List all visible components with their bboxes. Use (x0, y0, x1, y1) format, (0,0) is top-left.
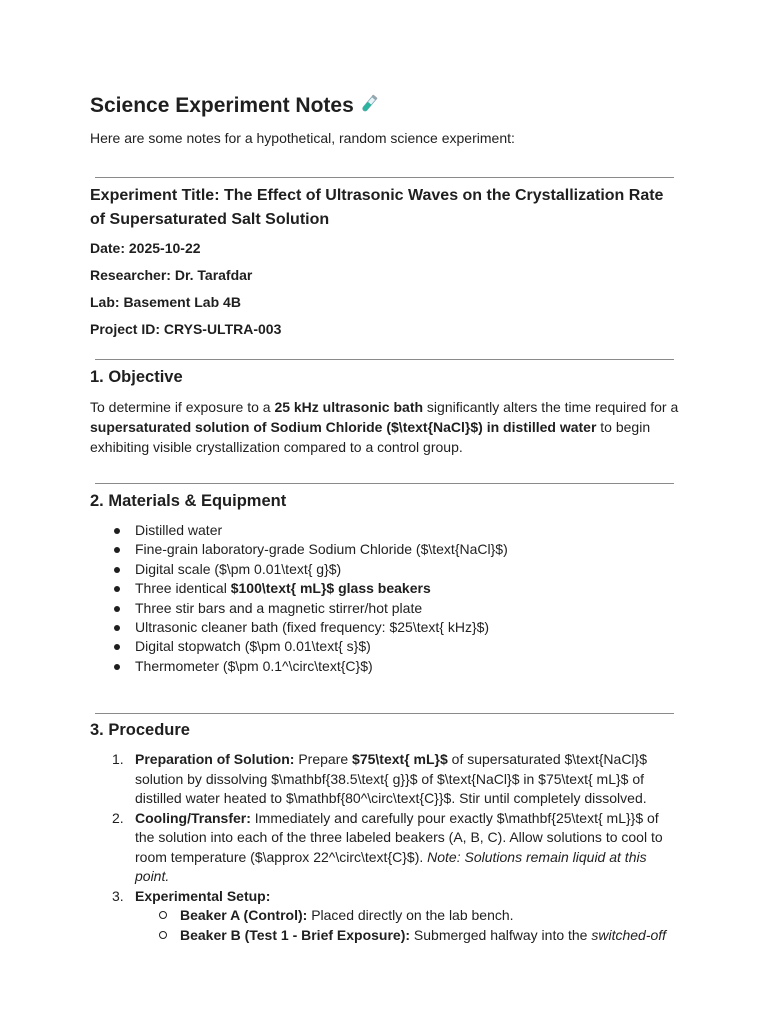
page-title-text: Science Experiment Notes (90, 94, 354, 117)
objective-bold-part: 25 kHz ultrasonic bath (274, 399, 424, 415)
procedure-heading: 3. Procedure (90, 721, 190, 739)
procedure-list (90, 750, 680, 945)
sub-item-text: Placed directly on the lab bench. (307, 907, 514, 923)
sub-item-label: Beaker A (Control): (180, 907, 308, 923)
objective-text-part: To determine if exposure to a (90, 399, 275, 415)
setup-sublist (135, 906, 680, 945)
materials-list (90, 521, 508, 676)
step-text: of supersaturated $\text{NaCl}$ solution by dissolving $\mathbf{38.5\text{ g}}$ of $\text{NaCl}$ in $75\text{ mL}$ of distilled water heated to $\mathbf{80^\circ\text{C}}$. Stir until completely dissolved. (135, 751, 647, 806)
sub-list-item (135, 926, 680, 946)
objective-text-part: to begin exhibiting visible crystallization compared to a control group. (90, 419, 651, 455)
sub-list-item (135, 906, 680, 926)
list-item: Digital stopwatch ($\pm 0.01\text{ s}$) (90, 637, 508, 656)
procedure-step (90, 887, 680, 946)
objective-text (90, 397, 680, 457)
test-tube-icon (358, 93, 380, 121)
step-label: Preparation of Solution: (135, 751, 295, 767)
divider (95, 483, 674, 484)
step-text: Immediately and carefully pour exactly $\mathbf{25\text{ mL}}$ of the solution into each of the three labeled beakers (A, B, C). Allow solutions to cool to room temperature ($\approx 22^\circ\text{C}$). (135, 809, 663, 865)
divider (95, 177, 674, 178)
list-item: Digital scale ($\pm 0.01\text{ g}$) (90, 560, 508, 579)
list-item-bold: $100\text{ mL}$ glass beakers (230, 580, 431, 597)
materials-heading: 2. Materials & Equipment (90, 492, 287, 510)
step-number: 1. (112, 751, 124, 767)
objective-heading: 1. Objective (90, 368, 183, 386)
objective-bold-part: supersaturated solution of Sodium Chloride ($\text{NaCl}$) in distilled water (90, 419, 597, 435)
divider (95, 359, 674, 360)
sub-item-label: Beaker B (Test 1 - Brief Exposure): (180, 926, 411, 943)
intro-text: Here are some notes for a hypothetical, random science experiment: (90, 130, 515, 146)
sub-item-text: Submerged halfway into the (410, 926, 592, 943)
experiment-lab: Lab: Basement Lab 4B (90, 294, 241, 310)
step-number: 3. (112, 887, 124, 904)
list-item-text: Three identical (135, 580, 231, 597)
experiment-researcher: Researcher: Dr. Tarafdar (90, 267, 253, 283)
sub-item-italic: switched-off (591, 926, 667, 943)
procedure-step (90, 750, 680, 809)
procedure-step (90, 809, 680, 887)
step-note: Note: Solutions remain liquid at this point. (135, 848, 647, 884)
step-text: Prepare (294, 751, 353, 767)
experiment-date: Date: 2025-10-22 (90, 240, 201, 256)
step-bold: $75\text{ mL}$ (352, 751, 448, 767)
list-item: Three stir bars and a magnetic stirrer/hot plate (90, 599, 508, 618)
experiment-title: Experiment Title: The Effect of Ultrasonic Waves on the Crystallization Rate of Supersaturated Salt Solution (90, 187, 664, 228)
step-number: 2. (112, 809, 124, 826)
list-item: Distilled water (90, 521, 508, 540)
step-label: Cooling/Transfer: (135, 809, 251, 826)
objective-text-part: significantly alters the time required for a (423, 399, 679, 415)
experiment-project-id: Project ID: CRYS-ULTRA-003 (90, 321, 282, 337)
step-label: Experimental Setup: (135, 887, 271, 904)
list-item (90, 579, 508, 598)
divider (95, 713, 674, 714)
list-item: Thermometer ($\pm 0.1^\circ\text{C}$) (90, 657, 508, 676)
list-item: Fine-grain laboratory-grade Sodium Chloride ($\text{NaCl}$) (90, 540, 508, 559)
page-title (90, 93, 380, 121)
list-item: Ultrasonic cleaner bath (fixed frequency: $25\text{ kHz}$) (90, 618, 508, 637)
